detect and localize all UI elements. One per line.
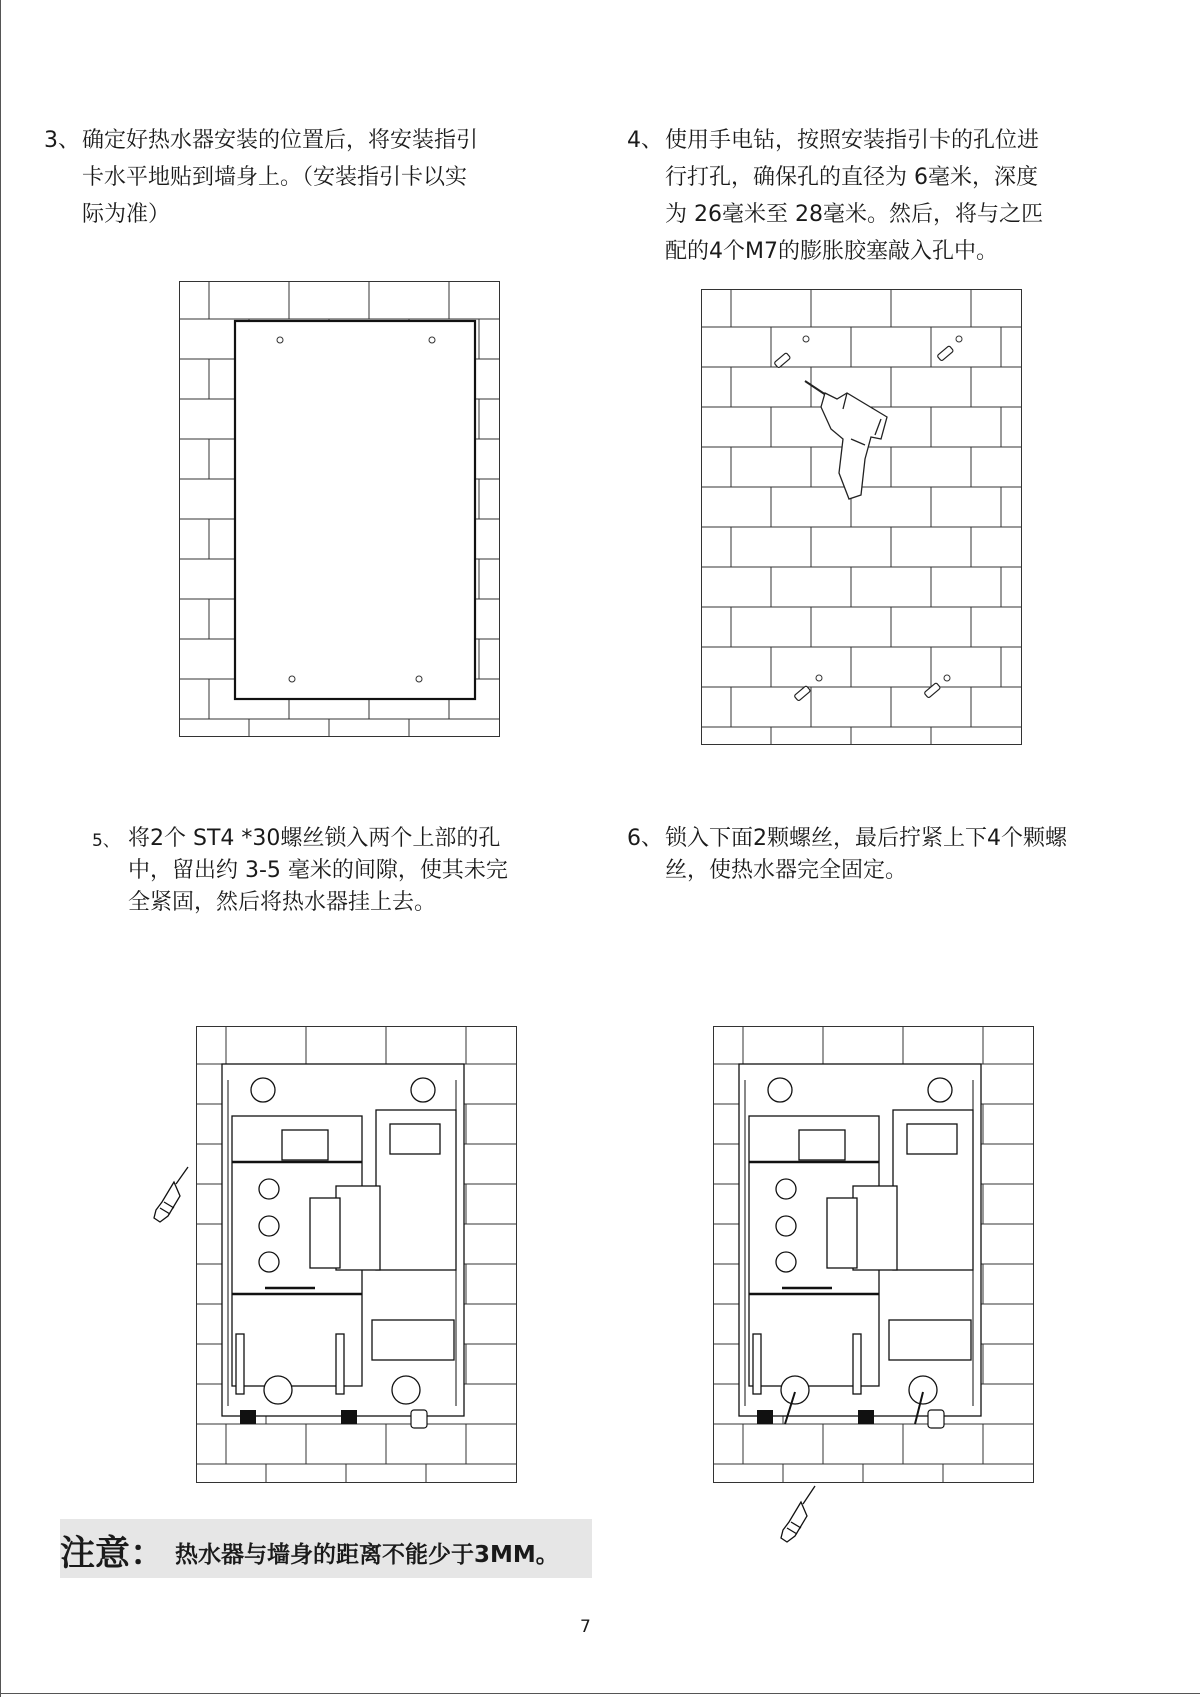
step-text-line: 锁入下面2颗螺丝，最后拧紧上下4个颗螺 [665,826,1067,851]
step-text-line: 确定好热水器安装的位置后，将安装指引 [82,128,479,153]
step-text-line: 中，留出约 3-5 毫米的间隙，使其未完 [128,858,508,883]
step-number: 4、 [627,128,663,153]
note-text: 热水器与墙身的距离不能少于3MM。 [175,1542,559,1568]
note-label: 注意： [60,1534,166,1574]
heater-fixing-figure [657,1026,1057,1566]
step-text-line: 将2个 ST4 *30螺丝锁入两个上部的孔 [128,826,501,851]
screwdriver-icon [781,1486,815,1542]
installation-template-card [235,321,475,699]
step-number: 3、 [44,128,80,153]
brick-wall [701,289,1022,745]
cable-gland [411,1410,427,1428]
step-text-line: 配的4个M7的膨胀胶塞敲入孔中。 [665,239,998,264]
cable-gland [928,1410,944,1428]
wall-with-template-figure [179,281,500,737]
step-text-line: 使用手电钻，按照安装指引卡的孔位进 [665,128,1040,153]
wall-anchors [774,346,954,702]
step-text-line: 际为准） [82,202,171,227]
electric-drill-icon [805,381,887,499]
step-text-line: 行打孔，确保孔的直径为 6毫米，深度 [665,165,1038,190]
heater-hanging-figure [140,1026,520,1486]
drilled-holes [803,336,962,681]
page-border-left [0,0,1,1697]
screwdriver-icon [154,1167,188,1222]
page-border-bottom [0,1693,1200,1694]
step-number: 6、 [627,826,663,851]
step-text-line: 全紧固，然后将热水器挂上去。 [128,890,437,915]
page-number: 7 [580,1617,591,1637]
step-text-line: 丝，使热水器完全固定。 [665,858,908,883]
step-text-line: 卡水平地贴到墙身上。（安装指引卡以实 [82,165,468,190]
wall-drilling-figure [701,289,1022,745]
step-text-line: 为 26毫米至 28毫米。然后，将与之匹 [665,202,1043,227]
water-heater-unit [222,1064,464,1416]
warning-note [60,1519,592,1578]
water-heater-unit [739,1064,981,1416]
step-number: 5、 [92,831,120,851]
